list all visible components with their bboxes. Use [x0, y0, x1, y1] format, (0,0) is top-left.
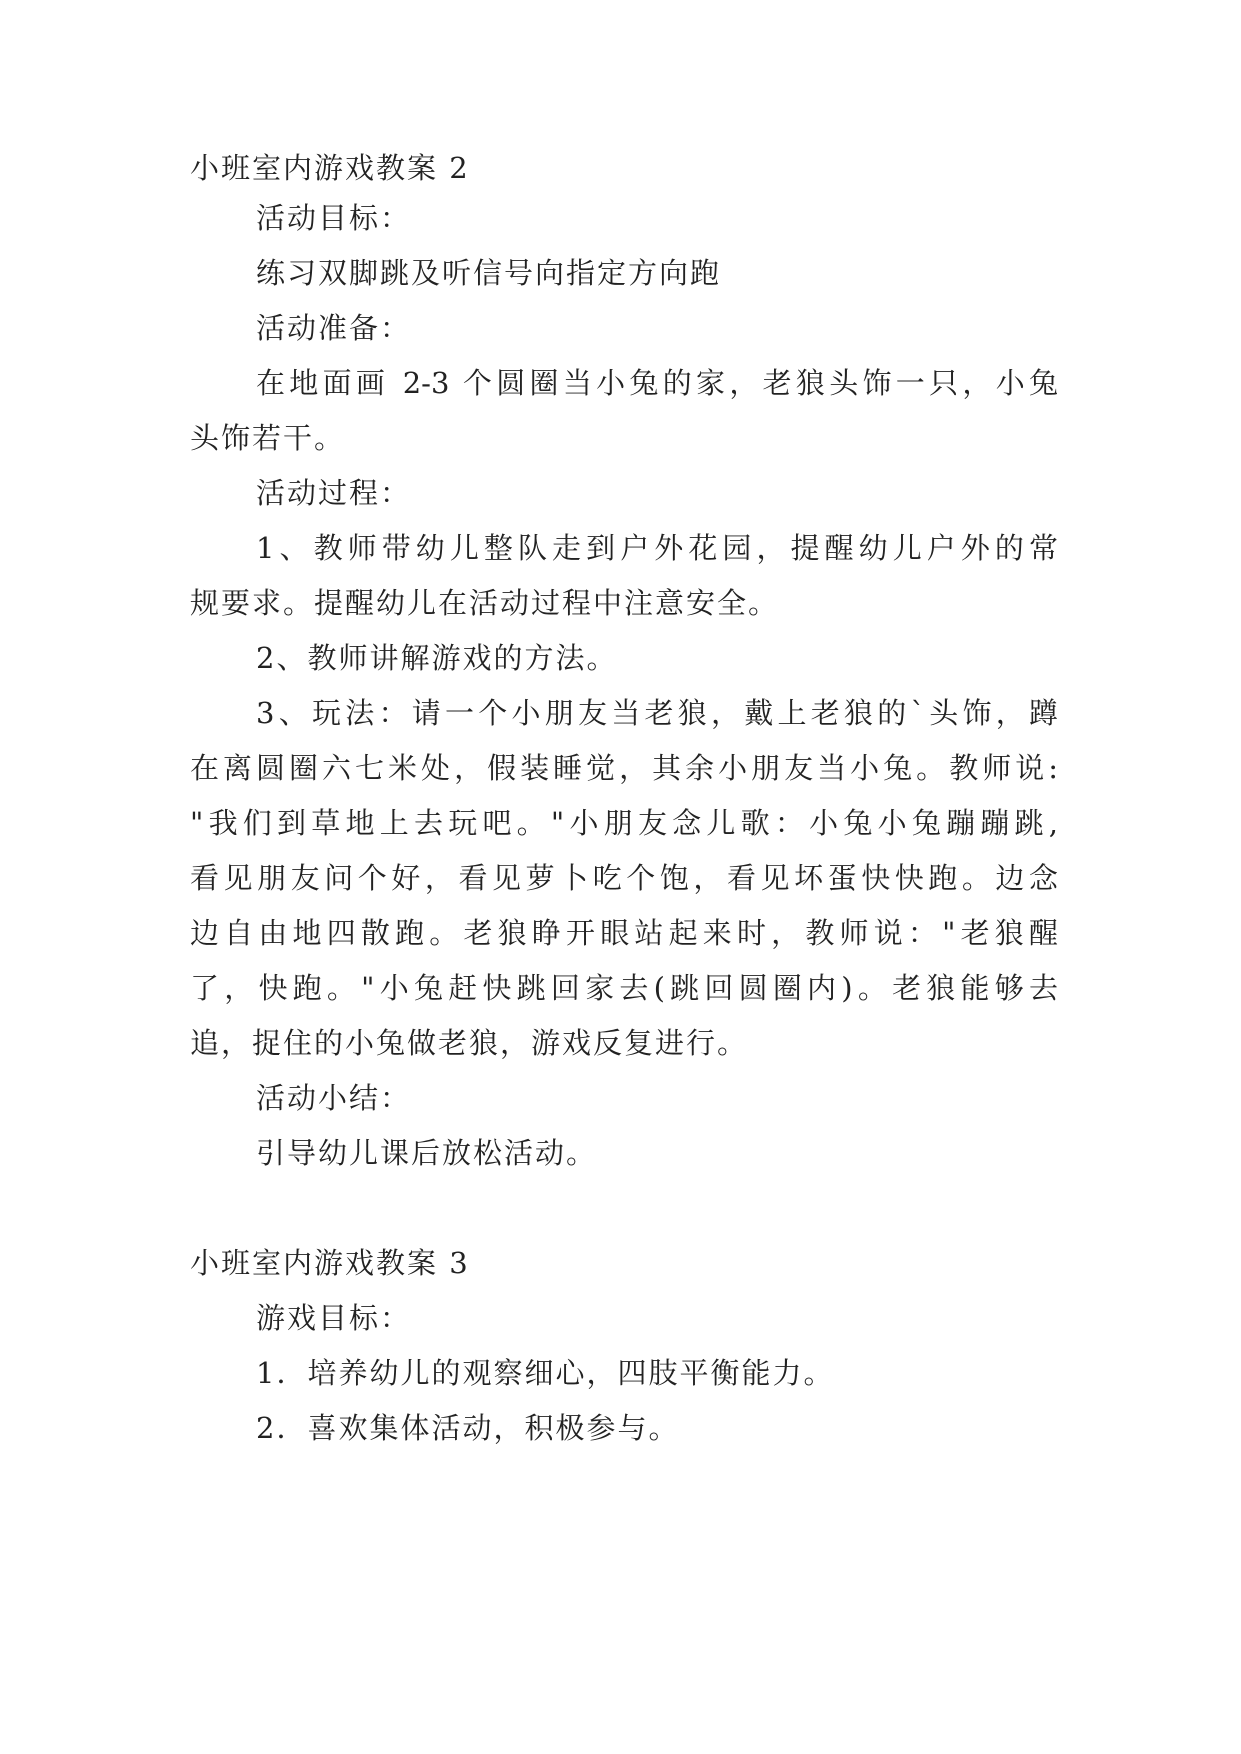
game-goal-heading: 游戏目标： — [256, 1301, 412, 1335]
summary-text: 引导幼儿课后放松活动。 — [256, 1136, 598, 1170]
step-3-line: "我们到草地上去玩吧。"小朋友念儿歌：小兔小兔蹦蹦跳, — [190, 806, 1058, 840]
section-2-title: 小班室内游戏教案 2 — [190, 151, 470, 185]
step-3-line: 看见朋友问个好，看见萝卜吃个饱，看见坏蛋快快跑。边念 — [190, 861, 1058, 895]
step-3-line: 边自由地四散跑。老狼睁开眼站起来时，教师说："老狼醒 — [190, 916, 1058, 950]
step-3-line: 在离圆圈六七米处，假装睡觉，其余小朋友当小兔。教师说: — [190, 751, 1058, 785]
prep-text-line: 头饰若干。 — [190, 421, 346, 455]
prep-text-line: 在地面画 2-3 个圆圈当小兔的家，老狼头饰一只，小兔 — [256, 366, 1058, 400]
game-goal-item: 1．培养幼儿的观察细心，四肢平衡能力。 — [256, 1356, 835, 1390]
game-goal-item: 2．喜欢集体活动，积极参与。 — [256, 1411, 680, 1445]
step-1-line: 规要求。提醒幼儿在活动过程中注意安全。 — [190, 586, 780, 620]
step-3-line: 追，捉住的小兔做老狼，游戏反复进行。 — [190, 1026, 749, 1060]
prep-heading: 活动准备： — [256, 311, 412, 345]
goal-text: 练习双脚跳及听信号向指定方向跑 — [256, 256, 722, 290]
step-1-line: 1、教师带幼儿整队走到户外花园，提醒幼儿户外的常 — [256, 531, 1058, 565]
goal-heading: 活动目标： — [256, 201, 412, 235]
step-2-text: 2、教师讲解游戏的方法。 — [256, 641, 618, 675]
summary-heading: 活动小结： — [256, 1081, 412, 1115]
step-3-line: 了，快跑。"小兔赶快跳回家去(跳回圆圈内)。老狼能够去 — [190, 971, 1058, 1005]
section-3-title: 小班室内游戏教案 3 — [190, 1246, 470, 1280]
step-3-line: 3、玩法：请一个小朋友当老狼，戴上老狼的`头饰，蹲 — [256, 696, 1058, 730]
process-heading: 活动过程： — [256, 476, 412, 510]
